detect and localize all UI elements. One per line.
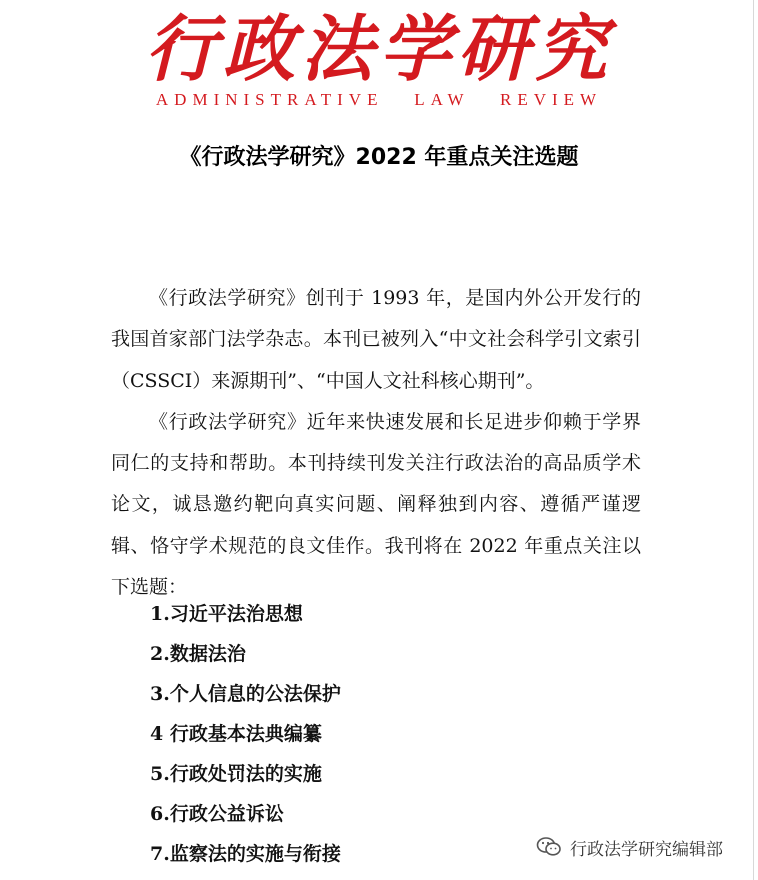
list-item: 3.个人信息的公法保护 bbox=[150, 683, 341, 705]
wechat-watermark bbox=[536, 832, 723, 862]
journal-logo: 行政法学研究 bbox=[144, 6, 613, 91]
intro-paragraph: 《行政法学研究》创刊于 1993 年，是国内外公开发行的我国首家部门法学杂志。本刊已被列入“中文社会科学引文索引（CSSCI）来源期刊”、“中国人文社科核心期刊”。 bbox=[111, 287, 641, 392]
call-paragraph: 《行政法学研究》近年来快速发展和长足进步仰赖于学界同仁的支持和帮助。本刊持续刊发关注行政法治的高品质学术论文，诚恳邀约靶向真实问题、阐释独到内容、遵循严谨逻辑、恪守学术规范的良文佳作。我刊将在 2022 年重点关注以下选题： bbox=[111, 410, 641, 599]
topic-list bbox=[150, 594, 341, 874]
list-item: 6.行政公益诉讼 bbox=[150, 803, 284, 825]
watermark-text: 行政法学研究编辑部 bbox=[570, 839, 723, 860]
list-item: 4 行政基本法典编纂 bbox=[150, 723, 322, 745]
list-item: 5.行政处罚法的实施 bbox=[150, 763, 322, 785]
page-edge-line bbox=[753, 0, 754, 880]
list-item: 1.习近平法治思想 bbox=[150, 603, 303, 625]
journal-english-name: ADMINISTRATIVE LAW REVIEW bbox=[155, 90, 603, 109]
wechat-icon bbox=[536, 836, 562, 858]
list-item: 2.数据法治 bbox=[150, 643, 246, 665]
document-title: 《行政法学研究》2022 年重点关注选题 bbox=[179, 145, 579, 170]
list-item: 7.监察法的实施与衔接 bbox=[150, 843, 341, 865]
document-body bbox=[111, 278, 641, 608]
